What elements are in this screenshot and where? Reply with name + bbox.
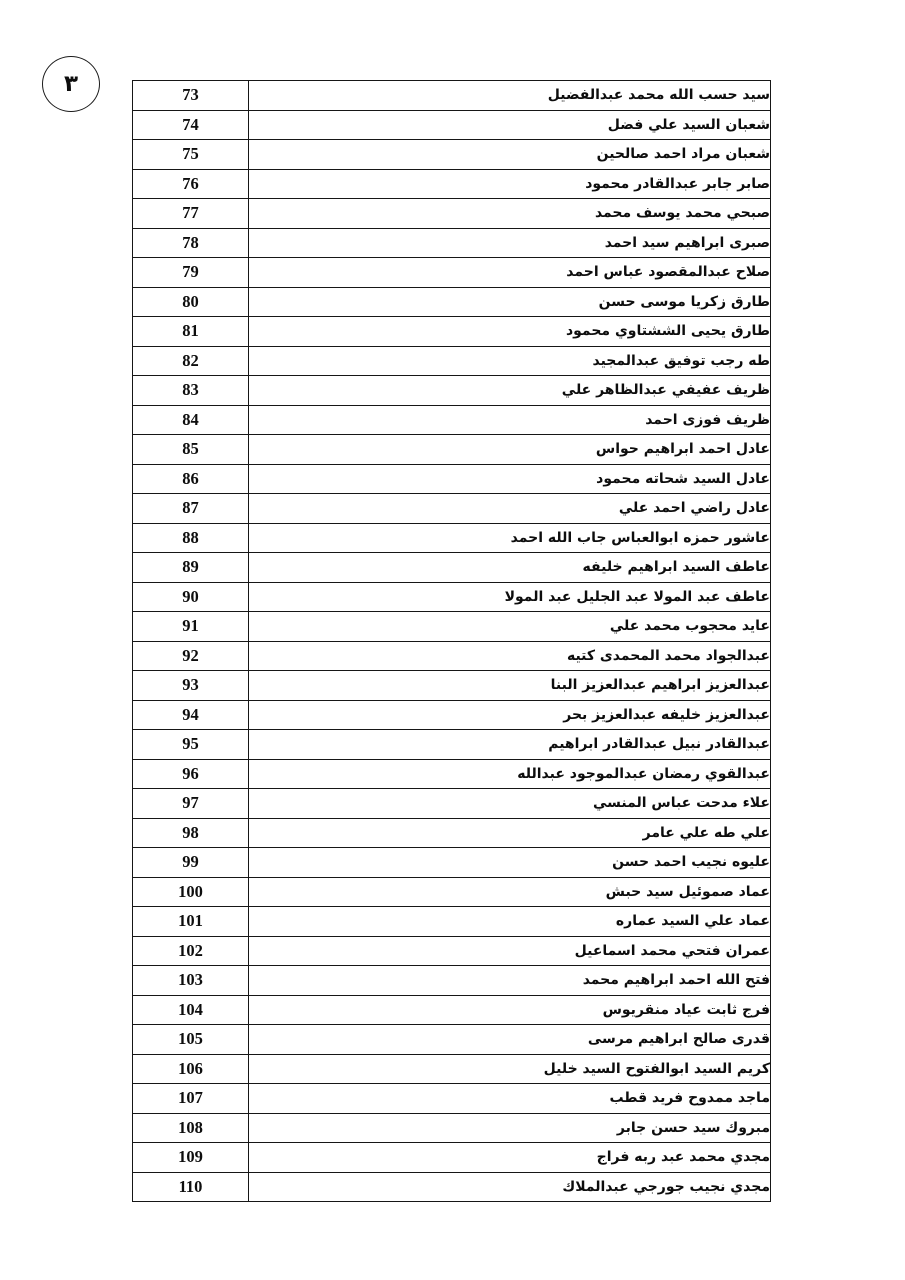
serial-number-cell: 84 [133,405,249,435]
name-cell: عايد محجوب محمد علي [249,612,771,642]
serial-number-cell: 100 [133,877,249,907]
name-cell: علاء مدحت عباس المنسي [249,789,771,819]
table-row [133,641,771,671]
serial-number-cell: 107 [133,1084,249,1114]
table-row [133,759,771,789]
name-cell: صبرى ابراهيم سيد احمد [249,228,771,258]
table-row [133,612,771,642]
name-cell: علي طه علي عامر [249,818,771,848]
serial-number-cell: 73 [133,81,249,111]
serial-number-cell: 87 [133,494,249,524]
name-cell: سيد حسب الله محمد عبدالفضيل [249,81,771,111]
table-row [133,258,771,288]
name-cell: عاطف عبد المولا عبد الجليل عبد المولا [249,582,771,612]
name-cell: عبدالجواد محمد المحمدى كتيه [249,641,771,671]
name-cell: طارق يحيى الششتاوي محمود [249,317,771,347]
serial-number-cell: 110 [133,1172,249,1202]
table-row [133,1025,771,1055]
table-row [133,287,771,317]
serial-number-cell: 83 [133,376,249,406]
table-row [133,228,771,258]
table-row [133,523,771,553]
table-row [133,110,771,140]
serial-number-cell: 88 [133,523,249,553]
name-cell: فرج ثابت عياد منقريوس [249,995,771,1025]
table-row [133,199,771,229]
serial-number-cell: 101 [133,907,249,937]
name-cell: طه رجب توفيق عبدالمجيد [249,346,771,376]
table-row [133,936,771,966]
page-number-badge: ٣ [42,56,100,112]
serial-number-cell: 109 [133,1143,249,1173]
table-row [133,1113,771,1143]
serial-number-cell: 86 [133,464,249,494]
serial-number-cell: 92 [133,641,249,671]
serial-number-cell: 103 [133,966,249,996]
serial-number-cell: 81 [133,317,249,347]
serial-number-cell: 95 [133,730,249,760]
name-cell: عماد صموئيل سيد حبش [249,877,771,907]
serial-number-cell: 91 [133,612,249,642]
serial-number-cell: 89 [133,553,249,583]
name-cell: فتح الله احمد ابراهيم محمد [249,966,771,996]
table-row [133,700,771,730]
serial-number-cell: 79 [133,258,249,288]
table-row [133,671,771,701]
serial-number-cell: 97 [133,789,249,819]
name-cell: مجدي نجيب جورجي عبدالملاك [249,1172,771,1202]
table-row [133,1143,771,1173]
names-table [132,80,771,1202]
serial-number-cell: 85 [133,435,249,465]
serial-number-cell: 93 [133,671,249,701]
table-row [133,376,771,406]
name-cell: عادل السيد شحاته محمود [249,464,771,494]
serial-number-cell: 98 [133,818,249,848]
name-cell: صابر جابر عبدالقادر محمود [249,169,771,199]
table-row [133,494,771,524]
name-cell: كريم السيد ابوالفتوح السيد خليل [249,1054,771,1084]
table-row [133,464,771,494]
name-cell: شعبان السيد علي فضل [249,110,771,140]
name-cell: صبحي محمد يوسف محمد [249,199,771,229]
serial-number-cell: 77 [133,199,249,229]
table-row [133,405,771,435]
name-cell: ماجد ممدوح فريد قطب [249,1084,771,1114]
table-row [133,789,771,819]
name-cell: ظريف فوزى احمد [249,405,771,435]
serial-number-cell: 90 [133,582,249,612]
serial-number-cell: 80 [133,287,249,317]
name-cell: عبدالعزيز خليفه عبدالعزيز بحر [249,700,771,730]
serial-number-cell: 94 [133,700,249,730]
table-row [133,435,771,465]
serial-number-cell: 75 [133,140,249,170]
serial-number-cell: 78 [133,228,249,258]
serial-number-cell: 74 [133,110,249,140]
serial-number-cell: 96 [133,759,249,789]
names-table-body [133,81,771,1202]
name-cell: عاطف السيد ابراهيم خليفه [249,553,771,583]
name-cell: صلاح عبدالمقصود عباس احمد [249,258,771,288]
serial-number-cell: 102 [133,936,249,966]
table-row [133,317,771,347]
table-row [133,1084,771,1114]
table-row [133,140,771,170]
name-cell: عبدالعزيز ابراهيم عبدالعزيز البنا [249,671,771,701]
table-row [133,1054,771,1084]
serial-number-cell: 99 [133,848,249,878]
table-row [133,995,771,1025]
name-cell: مجدي محمد عبد ربه فراج [249,1143,771,1173]
table-row [133,1172,771,1202]
table-row [133,907,771,937]
name-cell: عبدالقوي رمضان عبدالموجود عبدالله [249,759,771,789]
name-cell: عادل راضي احمد علي [249,494,771,524]
name-cell: قدرى صالح ابراهيم مرسى [249,1025,771,1055]
table-row [133,553,771,583]
serial-number-cell: 105 [133,1025,249,1055]
name-cell: عمران فتحي محمد اسماعيل [249,936,771,966]
serial-number-cell: 104 [133,995,249,1025]
name-cell: عليوه نجيب احمد حسن [249,848,771,878]
table-row [133,966,771,996]
serial-number-cell: 108 [133,1113,249,1143]
table-row [133,877,771,907]
name-cell: عماد علي السيد عماره [249,907,771,937]
serial-number-cell: 76 [133,169,249,199]
serial-number-cell: 106 [133,1054,249,1084]
table-row [133,346,771,376]
name-cell: شعبان مراد احمد صالحين [249,140,771,170]
name-cell: ظريف عفيفي عبدالظاهر علي [249,376,771,406]
name-cell: مبروك سيد حسن جابر [249,1113,771,1143]
table-row [133,169,771,199]
name-cell: طارق زكريا موسى حسن [249,287,771,317]
name-cell: عبدالقادر نبيل عبدالقادر ابراهيم [249,730,771,760]
table-row [133,730,771,760]
name-cell: عادل احمد ابراهيم حواس [249,435,771,465]
table-row [133,582,771,612]
table-row [133,81,771,111]
table-row [133,848,771,878]
serial-number-cell: 82 [133,346,249,376]
table-row [133,818,771,848]
name-cell: عاشور حمزه ابوالعباس جاب الله احمد [249,523,771,553]
